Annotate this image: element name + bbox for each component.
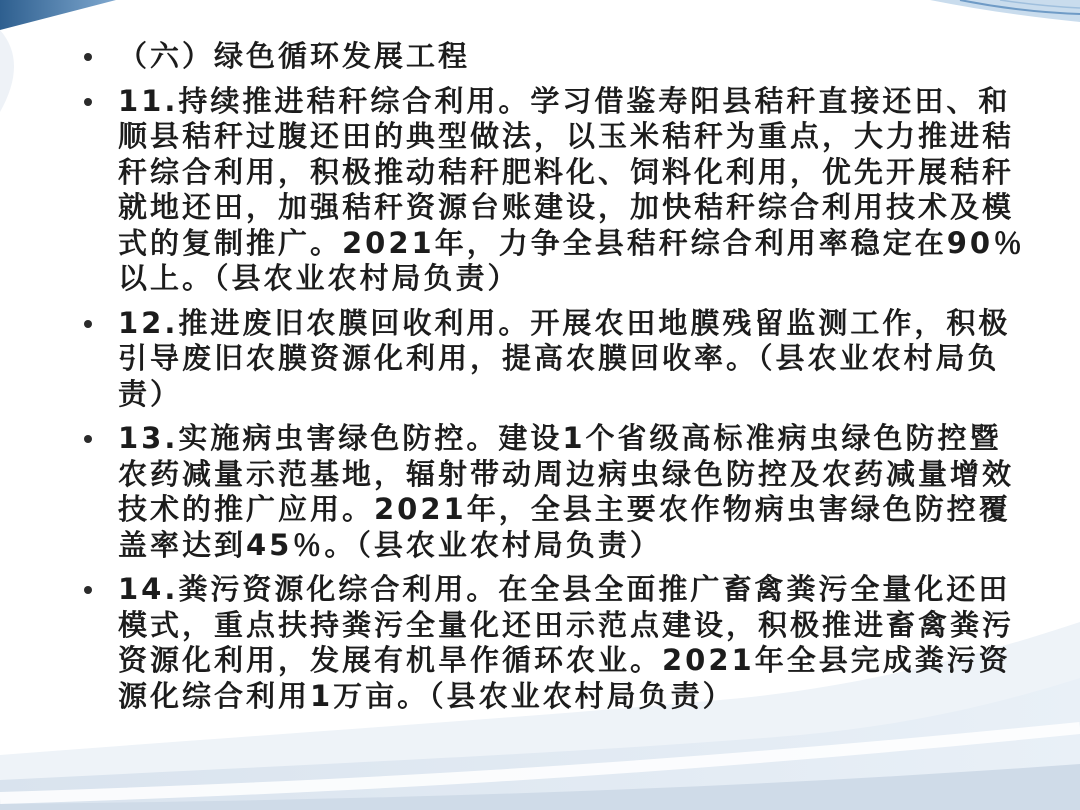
corner-shape-top-left [0,0,116,30]
text-line: 12.推进废旧农膜回收利用。开展农田地膜残留监测工作，积极 [118,305,1011,340]
text-line: 盖率达到45％。（县农业农村局负责） [118,527,662,562]
text-line: 资源化利用，发展有机旱作循环农业。2021年全县完成粪污资 [118,643,1011,677]
section-heading: （六）绿色循环发展工程 [118,39,471,73]
text-line: 技术的推广应用。2021年，全县主要农作物病虫害绿色防控覆 [118,492,1011,526]
bullet-item [0,572,1080,714]
bullet-list [0,39,1080,723]
text-line: 式的复制推广。2021年，力争全县秸秆综合利用率稳定在90％ [118,225,1026,260]
bullet-dot [84,586,92,594]
bullet-item [0,39,1080,75]
text-line: 就地还田，加强秸秆资源台账建设，加快秸秆综合利用技术及模 [118,190,1015,224]
text-line: 农药减量示范基地，辐射带动周边病虫绿色防控及农药减量增效 [118,456,1015,491]
text-line: 模式，重点扶持粪污全量化还田示范点建设，积极推进畜禽粪污 [118,607,1015,642]
text-line: 秆综合利用，积极推动秸秆肥料化、饲料化利用，优先开展秸秆 [118,154,1015,189]
bullet-item [0,306,1080,413]
text-line: 顺县秸秆过腹还田的典型做法，以玉米秸秆为重点，大力推进秸 [118,119,1015,153]
corner-shape-top-right [930,0,1080,22]
text-line: 源化综合利用1万亩。（县农业农村局负责） [118,678,735,713]
text-line: 14.粪污资源化综合利用。在全县全面推广畜禽粪污全量化还田 [118,572,1011,606]
bullet-item [0,84,1080,297]
text-line: 引导废旧农膜资源化利用，提高农膜回收率。（县农业农村局负 [118,341,1000,375]
bullet-dot [84,435,92,443]
bullet-dot [84,53,92,61]
text-line: 13.实施病虫害绿色防控。建设1个省级高标准病虫绿色防控暨 [118,421,1002,455]
bullet-dot [84,320,92,328]
bullet-dot [84,98,92,106]
text-line: 以上。（县农业农村局负责） [118,261,520,295]
text-line: 11.持续推进秸秆综合利用。学习借鉴寿阳县秸秆直接还田、和 [118,83,1011,118]
bullet-item [0,421,1080,563]
text-line: 责） [118,376,183,411]
